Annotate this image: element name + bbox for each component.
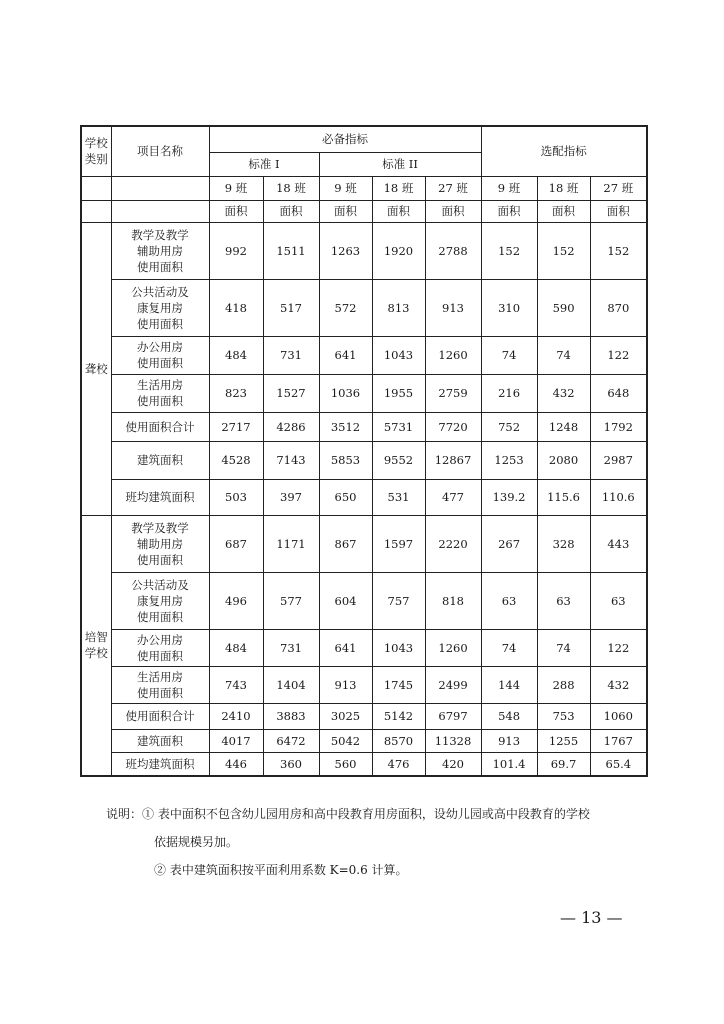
header-class-count: 18 班 bbox=[263, 176, 319, 200]
school-category: 培智 学校 bbox=[81, 515, 111, 776]
area-value: 152 bbox=[537, 222, 590, 279]
item-name: 生活用房 使用面积 bbox=[111, 374, 209, 412]
area-value: 572 bbox=[319, 279, 372, 336]
area-value: 913 bbox=[425, 279, 481, 336]
area-value: 753 bbox=[537, 703, 590, 729]
area-value: 1597 bbox=[372, 515, 425, 572]
area-value: 443 bbox=[590, 515, 647, 572]
area-value: 913 bbox=[319, 666, 372, 703]
note-1-continuation: 依据规模另加。 bbox=[154, 835, 239, 849]
area-value: 604 bbox=[319, 572, 372, 629]
header-class-count: 9 班 bbox=[481, 176, 537, 200]
area-value: 2499 bbox=[425, 666, 481, 703]
area-value: 288 bbox=[537, 666, 590, 703]
area-value: 1260 bbox=[425, 336, 481, 374]
area-value: 267 bbox=[481, 515, 537, 572]
header-area-label: 面积 bbox=[263, 200, 319, 222]
area-value: 1255 bbox=[537, 729, 590, 752]
header-class-count: 27 班 bbox=[425, 176, 481, 200]
page-number: — 13 — bbox=[560, 908, 623, 927]
area-value: 69.7 bbox=[537, 752, 590, 776]
item-name: 班均建筑面积 bbox=[111, 479, 209, 515]
area-value: 484 bbox=[209, 629, 263, 666]
area-value: 63 bbox=[537, 572, 590, 629]
area-value: 1253 bbox=[481, 441, 537, 479]
header-area-label: 面积 bbox=[481, 200, 537, 222]
area-value: 687 bbox=[209, 515, 263, 572]
area-value: 446 bbox=[209, 752, 263, 776]
header-required: 必备指标 bbox=[209, 126, 481, 152]
area-value: 3025 bbox=[319, 703, 372, 729]
area-value: 1036 bbox=[319, 374, 372, 412]
area-value: 144 bbox=[481, 666, 537, 703]
area-value: 1792 bbox=[590, 412, 647, 441]
table-row bbox=[81, 279, 647, 336]
item-name: 建筑面积 bbox=[111, 441, 209, 479]
header-blank bbox=[81, 200, 111, 222]
header-area-label: 面积 bbox=[209, 200, 263, 222]
area-value: 4286 bbox=[263, 412, 319, 441]
table-row bbox=[81, 515, 647, 572]
area-value: 122 bbox=[590, 336, 647, 374]
area-value: 63 bbox=[481, 572, 537, 629]
area-value: 590 bbox=[537, 279, 590, 336]
area-value: 913 bbox=[481, 729, 537, 752]
table-row bbox=[81, 729, 647, 752]
header-standard-2: 标准 II bbox=[319, 152, 481, 176]
header-row-1 bbox=[81, 126, 647, 152]
header-area-label: 面积 bbox=[590, 200, 647, 222]
area-value: 560 bbox=[319, 752, 372, 776]
area-value: 1955 bbox=[372, 374, 425, 412]
area-value: 650 bbox=[319, 479, 372, 515]
area-value: 12867 bbox=[425, 441, 481, 479]
area-value: 484 bbox=[209, 336, 263, 374]
header-area-label: 面积 bbox=[372, 200, 425, 222]
item-name: 班均建筑面积 bbox=[111, 752, 209, 776]
table-row bbox=[81, 222, 647, 279]
area-value: 110.6 bbox=[590, 479, 647, 515]
area-value: 743 bbox=[209, 666, 263, 703]
header-row-classes bbox=[81, 176, 647, 200]
area-value: 2080 bbox=[537, 441, 590, 479]
area-value: 1248 bbox=[537, 412, 590, 441]
header-area-label: 面积 bbox=[319, 200, 372, 222]
item-name: 使用面积合计 bbox=[111, 703, 209, 729]
area-value: 531 bbox=[372, 479, 425, 515]
area-value: 1260 bbox=[425, 629, 481, 666]
area-value: 752 bbox=[481, 412, 537, 441]
area-value: 5042 bbox=[319, 729, 372, 752]
area-value: 4017 bbox=[209, 729, 263, 752]
area-value: 65.4 bbox=[590, 752, 647, 776]
item-name: 生活用房 使用面积 bbox=[111, 666, 209, 703]
area-value: 74 bbox=[481, 629, 537, 666]
area-value: 1767 bbox=[590, 729, 647, 752]
header-class-count: 9 班 bbox=[319, 176, 372, 200]
item-name: 教学及教学 辅助用房 使用面积 bbox=[111, 222, 209, 279]
area-value: 818 bbox=[425, 572, 481, 629]
area-value: 2987 bbox=[590, 441, 647, 479]
header-class-count: 9 班 bbox=[209, 176, 263, 200]
item-name: 办公用房 使用面积 bbox=[111, 629, 209, 666]
standards-table bbox=[80, 125, 648, 777]
area-value: 74 bbox=[537, 629, 590, 666]
area-value: 5731 bbox=[372, 412, 425, 441]
area-value: 6472 bbox=[263, 729, 319, 752]
area-value: 152 bbox=[481, 222, 537, 279]
table-row bbox=[81, 703, 647, 729]
area-value: 2717 bbox=[209, 412, 263, 441]
area-value: 74 bbox=[481, 336, 537, 374]
area-value: 870 bbox=[590, 279, 647, 336]
area-value: 1404 bbox=[263, 666, 319, 703]
area-value: 4528 bbox=[209, 441, 263, 479]
area-value: 310 bbox=[481, 279, 537, 336]
area-value: 731 bbox=[263, 336, 319, 374]
item-name: 教学及教学 辅助用房 使用面积 bbox=[111, 515, 209, 572]
notes-label: 说明： bbox=[106, 807, 143, 821]
area-value: 7143 bbox=[263, 441, 319, 479]
area-value: 1745 bbox=[372, 666, 425, 703]
area-value: 8570 bbox=[372, 729, 425, 752]
area-value: 360 bbox=[263, 752, 319, 776]
notes-section bbox=[106, 800, 666, 884]
area-value: 1527 bbox=[263, 374, 319, 412]
area-value: 2410 bbox=[209, 703, 263, 729]
header-standard-1: 标准 I bbox=[209, 152, 319, 176]
area-value: 397 bbox=[263, 479, 319, 515]
area-value: 216 bbox=[481, 374, 537, 412]
area-value: 823 bbox=[209, 374, 263, 412]
table-row bbox=[81, 412, 647, 441]
area-value: 1060 bbox=[590, 703, 647, 729]
area-value: 648 bbox=[590, 374, 647, 412]
table-row bbox=[81, 629, 647, 666]
item-name: 公共活动及 康复用房 使用面积 bbox=[111, 572, 209, 629]
area-value: 517 bbox=[263, 279, 319, 336]
header-item-name: 项目名称 bbox=[111, 126, 209, 176]
header-blank bbox=[111, 176, 209, 200]
area-value: 757 bbox=[372, 572, 425, 629]
area-value: 731 bbox=[263, 629, 319, 666]
area-value: 418 bbox=[209, 279, 263, 336]
table-row bbox=[81, 572, 647, 629]
table-body bbox=[81, 126, 647, 776]
area-value: 5853 bbox=[319, 441, 372, 479]
area-value: 1043 bbox=[372, 336, 425, 374]
area-value: 1920 bbox=[372, 222, 425, 279]
area-value: 7720 bbox=[425, 412, 481, 441]
area-value: 6797 bbox=[425, 703, 481, 729]
header-blank bbox=[81, 176, 111, 200]
school-category: 聋校 bbox=[81, 222, 111, 515]
header-class-count: 27 班 bbox=[590, 176, 647, 200]
item-name: 建筑面积 bbox=[111, 729, 209, 752]
area-value: 432 bbox=[590, 666, 647, 703]
area-value: 2220 bbox=[425, 515, 481, 572]
area-value: 5142 bbox=[372, 703, 425, 729]
area-value: 503 bbox=[209, 479, 263, 515]
header-class-count: 18 班 bbox=[372, 176, 425, 200]
header-row-area bbox=[81, 200, 647, 222]
table-row bbox=[81, 374, 647, 412]
area-value: 328 bbox=[537, 515, 590, 572]
area-value: 3512 bbox=[319, 412, 372, 441]
table-row bbox=[81, 441, 647, 479]
area-value: 115.6 bbox=[537, 479, 590, 515]
note-1-text: ① 表中面积不包含幼儿园用房和高中段教育用房面积，设幼儿园或高中段教育的学校 bbox=[142, 807, 590, 821]
area-value: 577 bbox=[263, 572, 319, 629]
item-name: 办公用房 使用面积 bbox=[111, 336, 209, 374]
table-row bbox=[81, 479, 647, 515]
area-value: 2788 bbox=[425, 222, 481, 279]
area-value: 641 bbox=[319, 336, 372, 374]
header-optional: 选配指标 bbox=[481, 126, 647, 176]
area-value: 813 bbox=[372, 279, 425, 336]
area-value: 1511 bbox=[263, 222, 319, 279]
header-area-label: 面积 bbox=[425, 200, 481, 222]
area-value: 496 bbox=[209, 572, 263, 629]
area-value: 139.2 bbox=[481, 479, 537, 515]
table-row bbox=[81, 752, 647, 776]
area-value: 867 bbox=[319, 515, 372, 572]
area-value: 74 bbox=[537, 336, 590, 374]
area-value: 2759 bbox=[425, 374, 481, 412]
header-blank bbox=[111, 200, 209, 222]
area-value: 1043 bbox=[372, 629, 425, 666]
header-class-count: 18 班 bbox=[537, 176, 590, 200]
area-value: 432 bbox=[537, 374, 590, 412]
item-name: 使用面积合计 bbox=[111, 412, 209, 441]
area-value: 122 bbox=[590, 629, 647, 666]
note-2: ② 表中建筑面积按平面利用系数 K=0.6 计算。 bbox=[154, 863, 408, 877]
area-value: 477 bbox=[425, 479, 481, 515]
item-name: 公共活动及 康复用房 使用面积 bbox=[111, 279, 209, 336]
area-value: 476 bbox=[372, 752, 425, 776]
area-value: 11328 bbox=[425, 729, 481, 752]
area-value: 63 bbox=[590, 572, 647, 629]
area-value: 3883 bbox=[263, 703, 319, 729]
header-school-type: 学校类别 bbox=[81, 126, 111, 176]
area-value: 152 bbox=[590, 222, 647, 279]
area-value: 548 bbox=[481, 703, 537, 729]
table-row bbox=[81, 336, 647, 374]
header-area-label: 面积 bbox=[537, 200, 590, 222]
area-value: 1171 bbox=[263, 515, 319, 572]
area-value: 992 bbox=[209, 222, 263, 279]
area-value: 101.4 bbox=[481, 752, 537, 776]
area-value: 641 bbox=[319, 629, 372, 666]
note-1 bbox=[106, 800, 666, 828]
table-row bbox=[81, 666, 647, 703]
area-value: 1263 bbox=[319, 222, 372, 279]
area-value: 9552 bbox=[372, 441, 425, 479]
area-value: 420 bbox=[425, 752, 481, 776]
